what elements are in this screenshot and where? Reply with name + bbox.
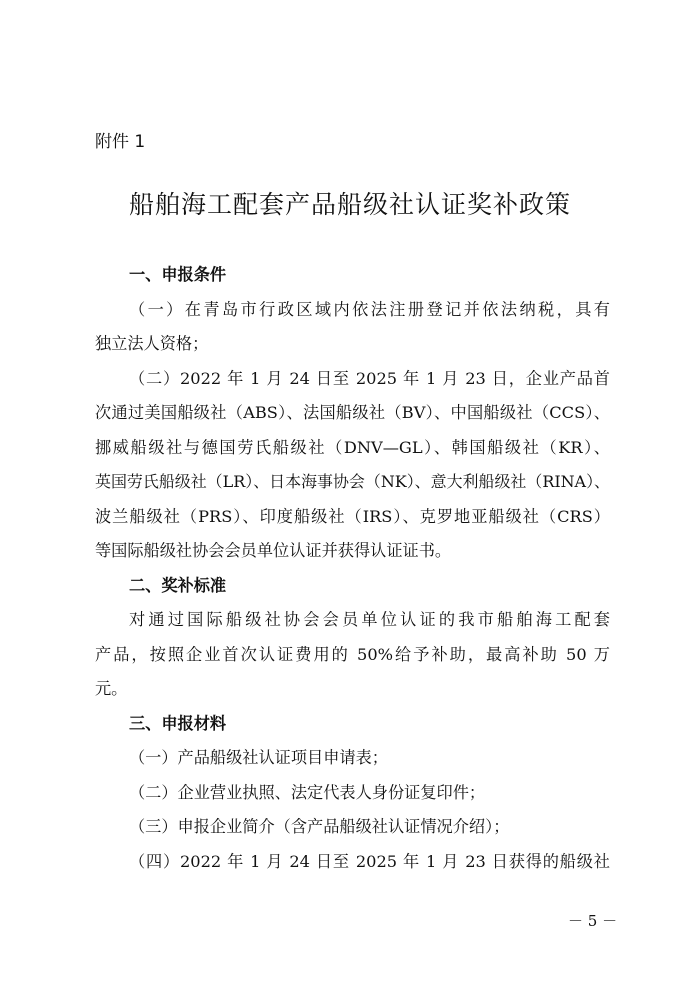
list-item: （四）2022 年 1 月 24 日至 2025 年 1 月 23 日获得的船级社 [129, 851, 610, 871]
list-item: （一）产品船级社认证项目申请表； [129, 748, 388, 767]
list-item: （三）申报企业简介（含产品船级社认证情况介绍）； [129, 817, 510, 836]
paragraph-line: 波兰船级社（PRS）、印度船级社（IRS）、克罗地亚船级社（CRS） [95, 506, 610, 526]
paragraph-line: 英国劳氏船级社（LR）、日本海事协会（NK）、意大利船级社（RINA）、 [95, 472, 610, 491]
section-heading-conditions: 一、申报条件 [129, 265, 227, 284]
paragraph-line: 等国际船级社协会会员单位认证并获得认证证书。 [95, 541, 452, 560]
paragraph-line: 独立法人资格； [95, 334, 209, 353]
paragraph-line: 挪威船级社与德国劳氏船级社（DNV—GL）、韩国船级社（KR）、 [95, 437, 610, 457]
section-heading-standard: 二、奖补标准 [129, 575, 227, 595]
attachment-label: 附件 1 [95, 132, 146, 152]
paragraph-line: 次通过美国船级社（ABS）、法国船级社（BV）、中国船级社（CCS）、 [95, 403, 610, 422]
section-heading-materials: 三、申报材料 [129, 713, 227, 733]
paragraph-line: （一）在青岛市行政区域内依法注册登记并依法纳税，具有 [129, 299, 610, 319]
page-number: － 5 － [568, 912, 618, 930]
policy-body [95, 258, 610, 879]
paragraph-line: 元。 [95, 679, 128, 698]
list-item: （二）企业营业执照、法定代表人身份证复印件； [129, 782, 486, 802]
paragraph-line: 产品，按照企业首次认证费用的 50%给予补助，最高补助 50 万 [95, 644, 610, 664]
page-title: 船舶海工配套产品船级社认证奖补政策 [128, 190, 571, 219]
paragraph-line: 对通过国际船级社协会会员单位认证的我市船舶海工配套 [129, 610, 610, 629]
paragraph-line: （二）2022 年 1 月 24 日至 2025 年 1 月 23 日，企业产品首 [129, 368, 610, 388]
